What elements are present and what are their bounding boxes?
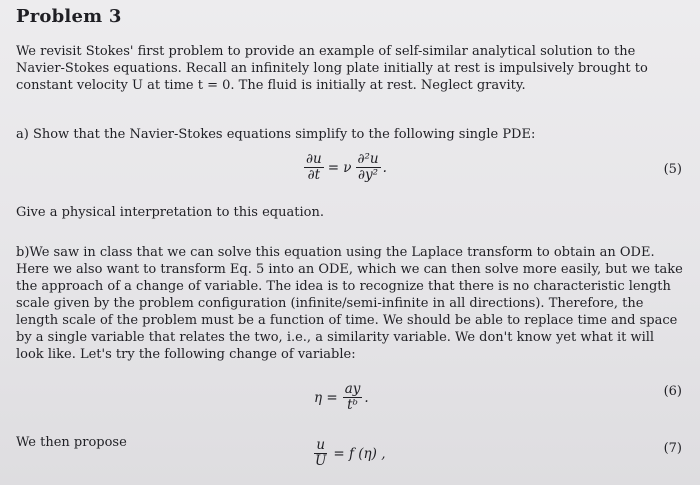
d2udy2-numerator: ∂²u <box>357 151 379 167</box>
ay-over-tb-fraction <box>343 382 363 413</box>
u-over-U-fraction <box>313 438 328 469</box>
part-a-followup: Give a physical interpretation to this equation. <box>16 205 324 220</box>
U-denominator: U <box>315 453 327 469</box>
dudt-fraction <box>304 152 324 183</box>
equation-7-number: (7) <box>663 441 682 456</box>
u-numerator: u <box>316 437 326 453</box>
equation-7 <box>311 438 386 469</box>
part-a-prompt: a) Show that the Navier-Stokes equations simplify to the following single PDE: <box>16 127 536 142</box>
equals-f-eta: = f (η) , <box>333 445 386 462</box>
equation-5-period: . <box>382 159 387 176</box>
tb-denominator: tᵇ <box>347 397 358 413</box>
dudt-numerator: ∂u <box>306 151 322 167</box>
intro-paragraph: We revisit Stokes' first problem to provide an example of self-similar analytical solution to the Navier-Stokes equations. Recall an infinitely long plate initially at rest is impulsively brought to constant velocity U at time t = 0. The fluid is initially at rest. Neglect gravity. <box>16 44 648 93</box>
problem-title: Problem 3 <box>16 6 122 27</box>
equals-nu: = ν <box>327 159 352 176</box>
propose-text: We then propose <box>16 435 127 450</box>
equation-6-number: (6) <box>663 384 682 399</box>
equation-5-number: (5) <box>663 162 682 177</box>
d2udy2-fraction <box>356 152 381 183</box>
eta-equals: η = <box>314 389 338 406</box>
ay-numerator: ay <box>344 381 361 397</box>
dudt-denominator: ∂t <box>307 167 321 183</box>
equation-6-period: . <box>364 389 369 406</box>
d2udy2-denominator: ∂y² <box>358 167 379 183</box>
part-b-paragraph: b)We saw in class that we can solve this equation using the Laplace transform to obtain an ODE. Here we also want to transform Eq. 5 into an ODE, which we can then solve more easily, but we take the approach of a change of variable. The idea is to recognize that there is no characteristic length scale given by the problem configuration (infinite/semi-infinite in all directions). Therefore, the length scale of the problem must be a function of time. We should be able to replace time and space by a single variable that relates the two, i.e., a similarity variable. We don't know yet what it will look like. Let's try the following change of variable: <box>16 245 683 362</box>
equation-6 <box>314 382 369 413</box>
equation-5 <box>302 152 387 183</box>
